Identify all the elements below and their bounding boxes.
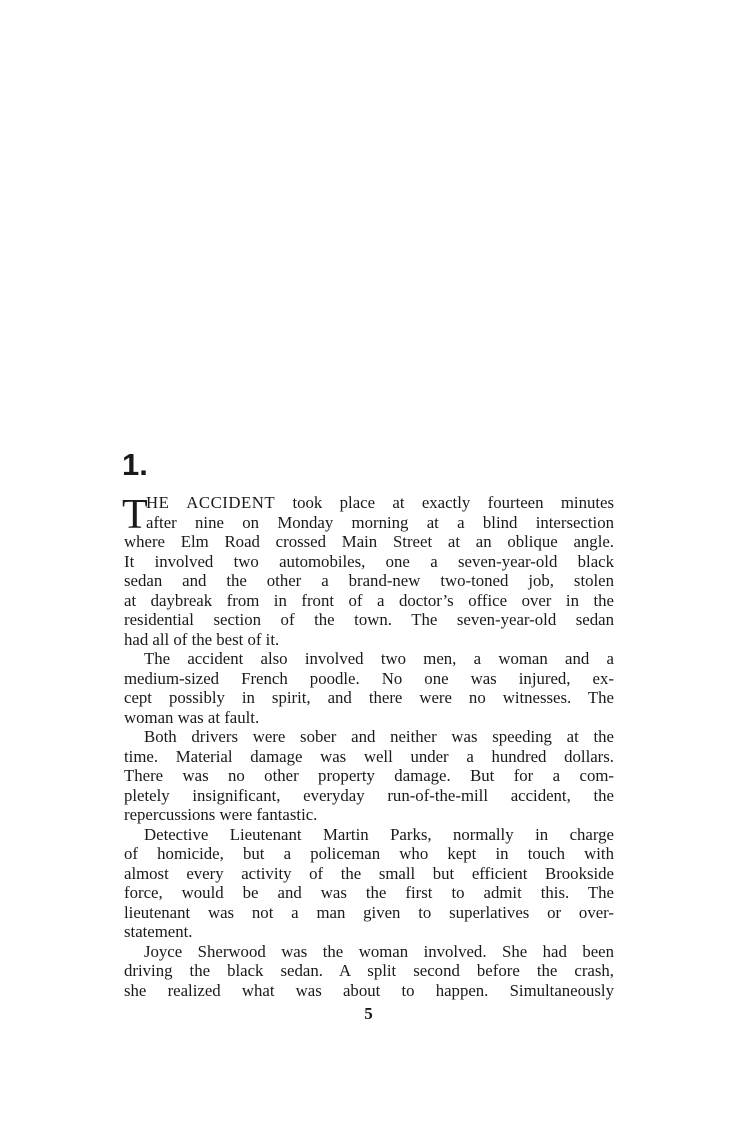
text-line: had all of the best of it. xyxy=(124,629,280,649)
text-line: force, would be and was the first to admit this. The xyxy=(124,883,614,902)
text-line: after nine on Monday morning at a blind intersection xyxy=(146,512,614,532)
text-line: almost every activity of the small but efficient Brookside xyxy=(124,863,614,883)
text-line: she realized what was about to happen. Simultaneously xyxy=(124,980,614,1000)
text-line: pletely insignificant, everyday run-of-the-mill accident, the xyxy=(124,785,614,805)
text-line: Detective Lieutenant Martin Parks, normally in charge xyxy=(144,824,614,844)
text-line: lieutenant was not a man given to superlatives or over- xyxy=(124,902,614,922)
chapter-number: 1. xyxy=(122,447,148,482)
opening-small-caps: HE ACCIDENT xyxy=(146,493,276,512)
text-line: Both drivers were sober and neither was speeding at the xyxy=(144,727,614,746)
body-text xyxy=(124,493,614,1000)
text-line: sedan and the other a brand-new two-toned job, stolen xyxy=(124,571,614,590)
drop-cap: T xyxy=(122,492,148,538)
page-number: 5 xyxy=(364,1004,373,1023)
text-line: cept possibly in spirit, and there were no witnesses. The xyxy=(124,688,614,707)
text-line: Joyce Sherwood was the woman involved. She had been xyxy=(144,941,614,961)
text-line: of homicide, but a policeman who kept in touch with xyxy=(124,844,614,863)
text-line-first xyxy=(124,493,614,513)
text-line: The accident also involved two men, a woman and a xyxy=(144,649,614,668)
text-line: driving the black sedan. A split second before the crash, xyxy=(124,961,614,980)
text-line: time. Material damage was well under a hundred dollars. xyxy=(124,746,614,766)
first-line-rest: took place at exactly fourteen minutes xyxy=(275,493,614,512)
text-line: residential section of the town. The seven-year-old sedan xyxy=(124,610,614,629)
text-line: medium-sized French poodle. No one was injured, ex- xyxy=(124,668,614,688)
text-line: repercussions were fantastic. xyxy=(124,805,318,824)
text-line: It involved two automobiles, one a seven-year-old black xyxy=(124,551,614,571)
text-line: woman was at fault. xyxy=(124,707,260,727)
text-line: There was no other property damage. But for a com- xyxy=(124,766,614,785)
text-line: at daybreak from in front of a doctor’s office over in the xyxy=(124,590,614,610)
text-line: where Elm Road crossed Main Street at an oblique angle. xyxy=(124,532,614,551)
text-line: statement. xyxy=(124,922,193,941)
